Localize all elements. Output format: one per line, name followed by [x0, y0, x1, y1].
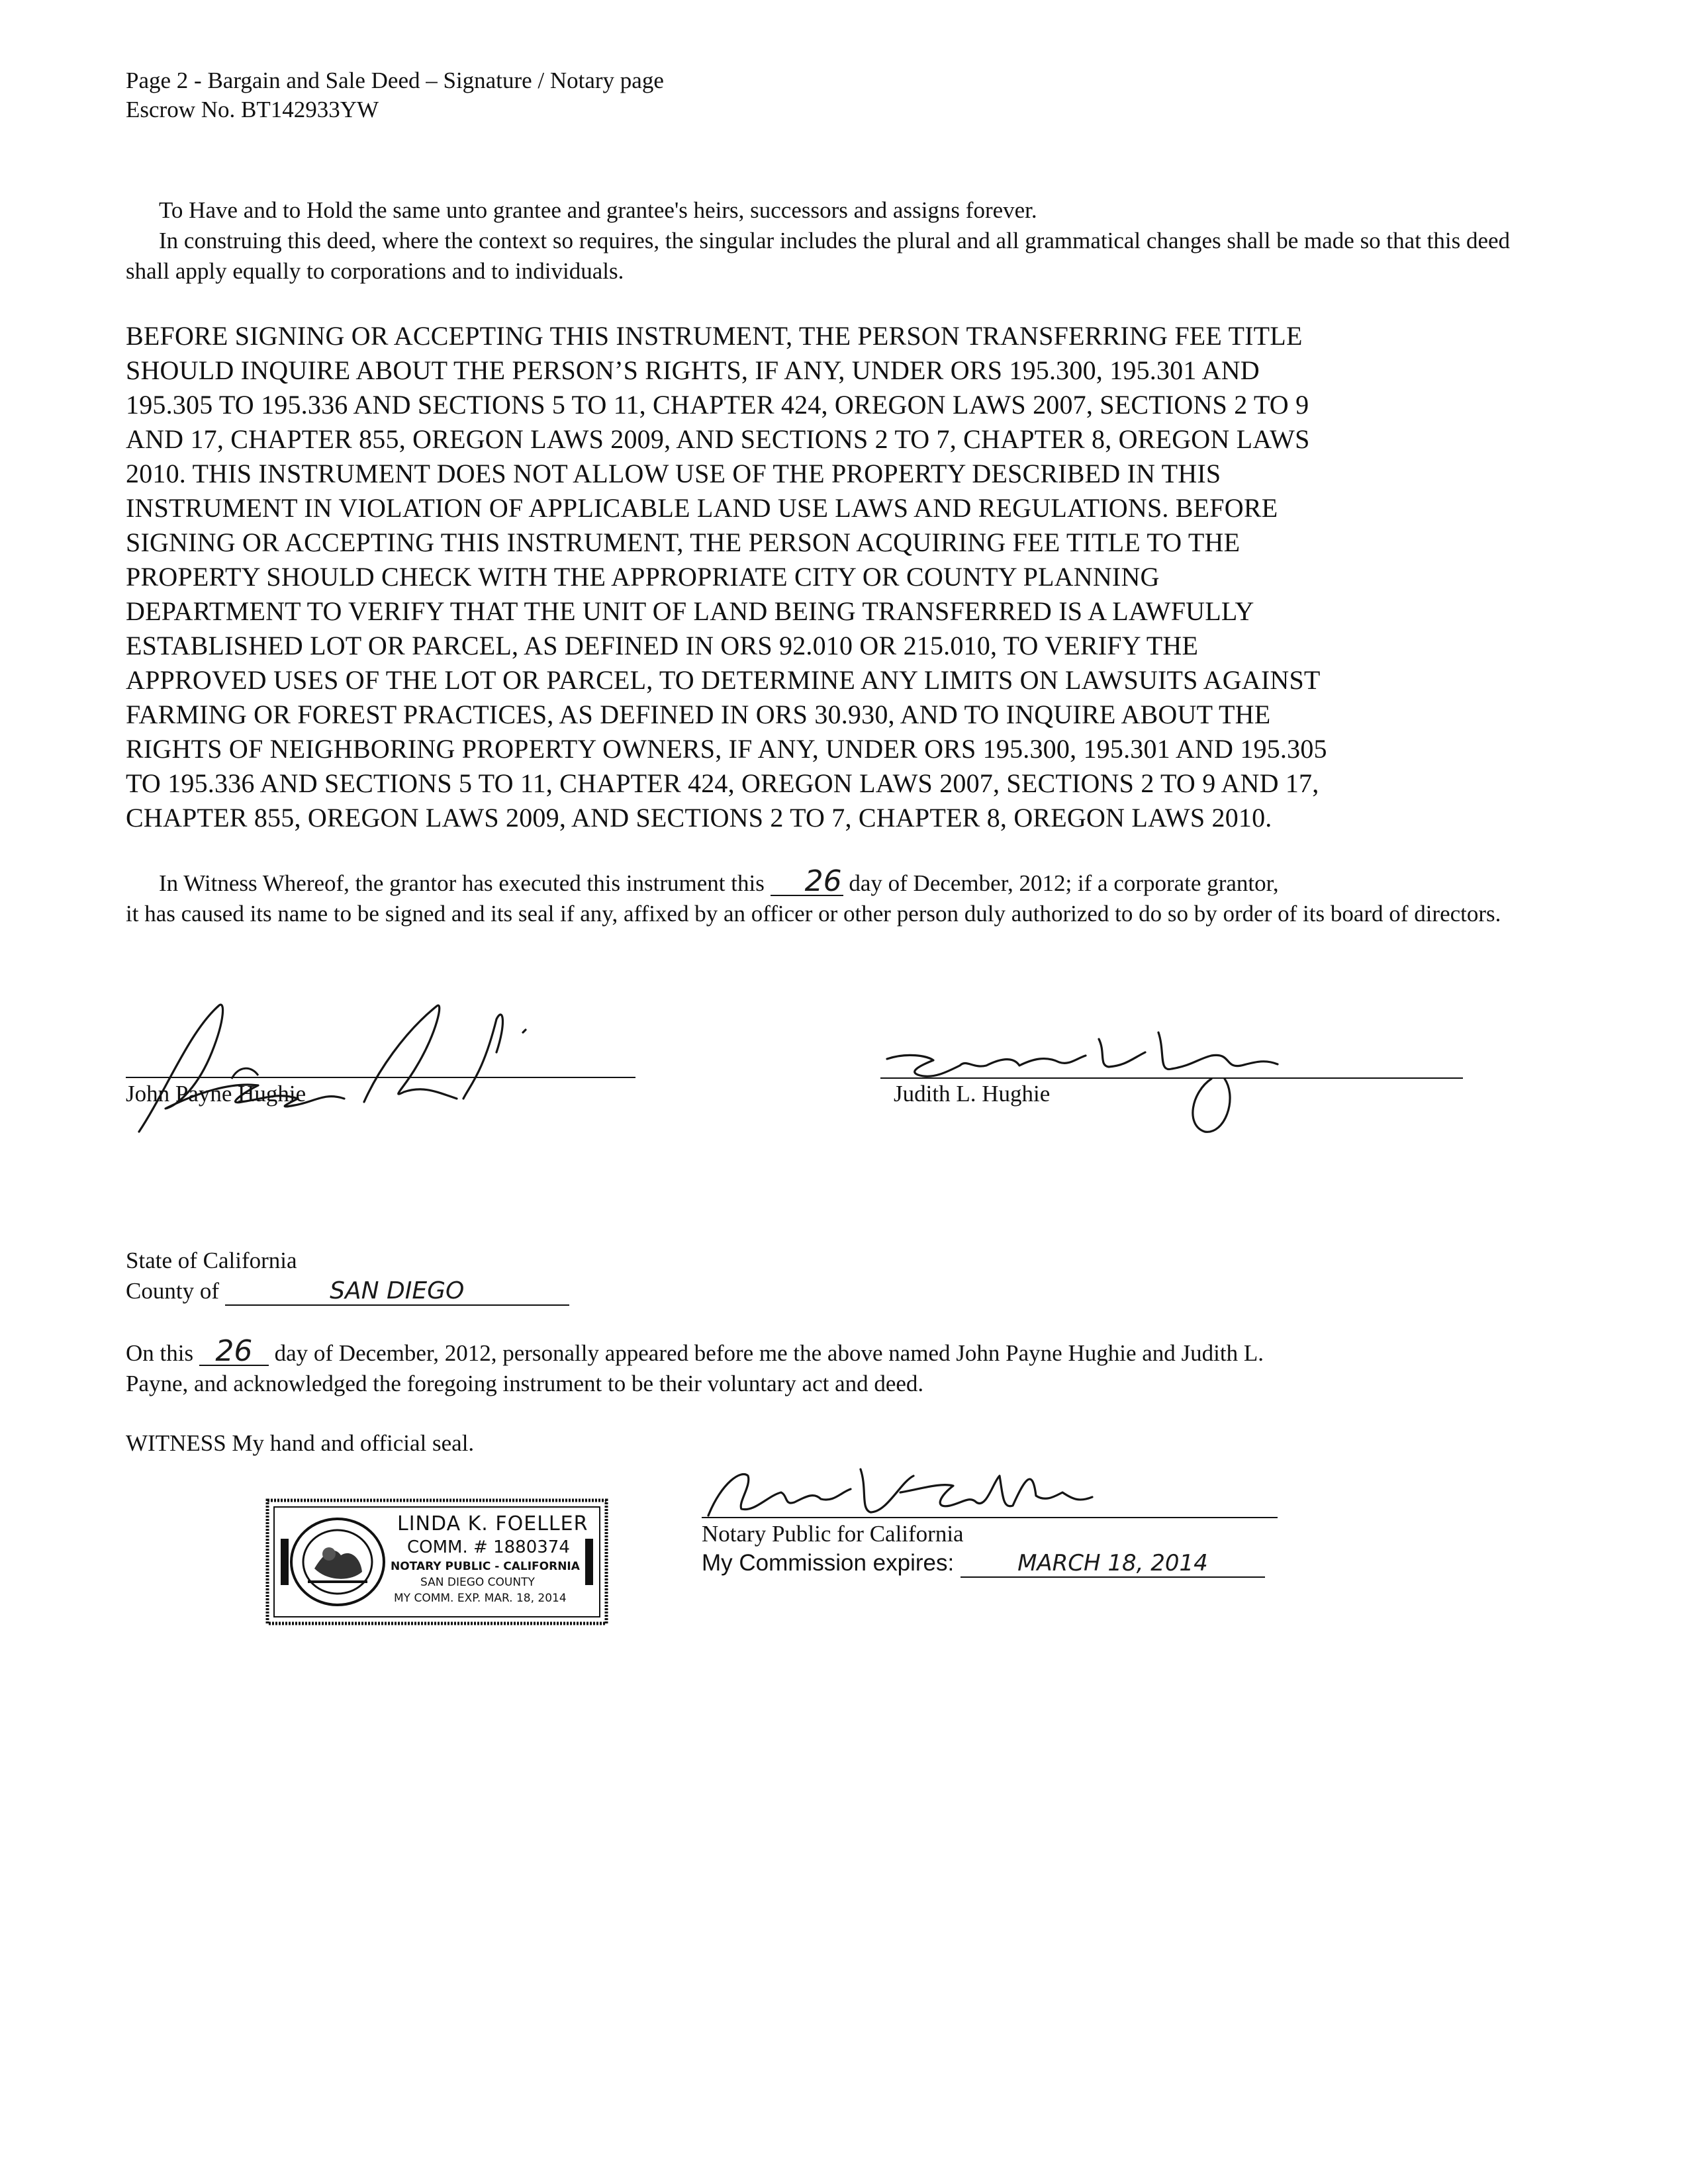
state-seal-icon [288, 1516, 387, 1608]
ack-post: day of December, 2012, personally appeared before me the above named John Payne Hughie and Judith L. [274, 1340, 1264, 1366]
warning-line: INSTRUMENT IN VIOLATION OF APPLICABLE LAND USE LAWS AND REGULATIONS. BEFORE [126, 493, 1278, 523]
county-field: SAN DIEGO [225, 1278, 569, 1306]
handwritten-signature-john [126, 993, 549, 1138]
witness-rest: it has caused its name to be signed and its seal if any, affixed by an officer or other person duly authorized to do so by order of its board of directors. [126, 901, 1501, 927]
warning-line: SIGNING OR ACCEPTING THIS INSTRUMENT, THE PERSON ACQUIRING FEE TITLE TO THE [126, 527, 1241, 557]
acknowledgment [126, 1334, 1529, 1399]
witness-seal-text: WITNESS My hand and official seal. [126, 1430, 475, 1456]
warning-line: 195.305 TO 195.336 AND SECTIONS 5 TO 11, CHAPTER 424, OREGON LAWS 2007, SECTIONS 2 TO 9 [126, 390, 1309, 420]
signature-line [126, 1077, 635, 1078]
ack-day-field: 26 [199, 1338, 269, 1366]
signature-line [880, 1077, 1463, 1079]
notary-title: Notary Public for California [702, 1521, 964, 1547]
warning-line: 2010. THIS INSTRUMENT DOES NOT ALLOW USE OF THE PROPERTY DESCRIBED IN THIS [126, 459, 1221, 488]
venue-block [126, 1246, 1529, 1306]
signature-line [702, 1517, 1278, 1518]
stamp-county: SAN DIEGO COUNTY [420, 1576, 535, 1589]
notary-signature-block [688, 1456, 1284, 1608]
commission-line [702, 1550, 1265, 1578]
witness-clause [126, 864, 1529, 929]
warning-line: SHOULD INQUIRE ABOUT THE PERSON’S RIGHTS, IF ANY, UNDER ORS 195.300, 195.301 AND [126, 355, 1260, 385]
witness-first-line [126, 864, 1529, 899]
notary-stamp [258, 1492, 616, 1631]
warning-line: BEFORE SIGNING OR ACCEPTING THIS INSTRUMENT, THE PERSON TRANSFERRING FEE TITLE [126, 321, 1303, 351]
signer-name-john: John Payne Hughie [126, 1081, 306, 1107]
page-header [126, 66, 664, 124]
commission-label: My Commission expires: [702, 1550, 955, 1576]
stamp-notary-name: LINDA K. FOELLER [397, 1512, 588, 1535]
county-line [126, 1276, 1529, 1306]
witness-text-post: day of December, 2012; if a corporate grantor, [849, 870, 1279, 896]
warning-line: CHAPTER 855, OREGON LAWS 2009, AND SECTIONS 2 TO 7, CHAPTER 8, OREGON LAWS 2010. [126, 803, 1272, 833]
stamp-commission-number: COMM. # 1880374 [407, 1537, 570, 1557]
state-label: State of California [126, 1248, 297, 1273]
header-title: Page 2 - Bargain and Sale Deed – Signature / Notary page [126, 68, 664, 93]
warning-line: ESTABLISHED LOT OR PARCEL, AS DEFINED IN ORS 92.010 OR 215.010, TO VERIFY THE [126, 631, 1199, 660]
signer-name-judith: Judith L. Hughie [894, 1081, 1051, 1107]
warning-line: FARMING OR FOREST PRACTICES, AS DEFINED IN ORS 30.930, AND TO INQUIRE ABOUT THE [126, 700, 1271, 729]
warning-line: TO 195.336 AND SECTIONS 5 TO 11, CHAPTER 424, OREGON LAWS 2007, SECTIONS 2 TO 9 AND 17, [126, 768, 1319, 798]
stamp-title: NOTARY PUBLIC - CALIFORNIA [391, 1560, 580, 1573]
deed-terms [126, 195, 1529, 287]
ack-pre: On this [126, 1340, 194, 1366]
witness-day-field: 26 [771, 868, 843, 896]
ack-line-2: Payne, and acknowledged the foregoing instrument to be their voluntary act and deed. [126, 1371, 924, 1396]
warning-line: DEPARTMENT TO VERIFY THAT THE UNIT OF LAND BEING TRANSFERRED IS A LAWFULLY [126, 596, 1254, 626]
statutory-warning [126, 319, 1536, 835]
warning-line: PROPERTY SHOULD CHECK WITH THE APPROPRIATE CITY OR COUNTY PLANNING [126, 562, 1160, 592]
signature-block-john [126, 993, 642, 1145]
stamp-expiration: MY COMM. EXP. MAR. 18, 2014 [394, 1592, 567, 1605]
warning-line: APPROVED USES OF THE LOT OR PARCEL, TO DETERMINE ANY LIMITS ON LAWSUITS AGAINST [126, 665, 1321, 695]
county-label: County of [126, 1278, 219, 1304]
escrow-number: Escrow No. BT142933YW [126, 97, 379, 122]
signature-block-judith [880, 1019, 1476, 1152]
warning-line: AND 17, CHAPTER 855, OREGON LAWS 2009, AND SECTIONS 2 TO 7, CHAPTER 8, OREGON LAWS [126, 424, 1310, 454]
commission-expiration-field: MARCH 18, 2014 [961, 1550, 1265, 1578]
ack-line-1 [126, 1334, 1529, 1369]
habendum-clause: To Have and to Hold the same unto grantee and grantee's heirs, successors and assigns forever. [159, 197, 1037, 223]
construing-clause: In construing this deed, where the context so requires, the singular includes the plural and all grammatical changes shall be made so that this deed shall apply equally to corporations and to individuals. [126, 228, 1511, 284]
witness-text-pre: In Witness Whereof, the grantor has executed this instrument this [159, 870, 765, 896]
warning-line: RIGHTS OF NEIGHBORING PROPERTY OWNERS, IF ANY, UNDER ORS 195.300, 195.301 AND 195.305 [126, 734, 1327, 764]
